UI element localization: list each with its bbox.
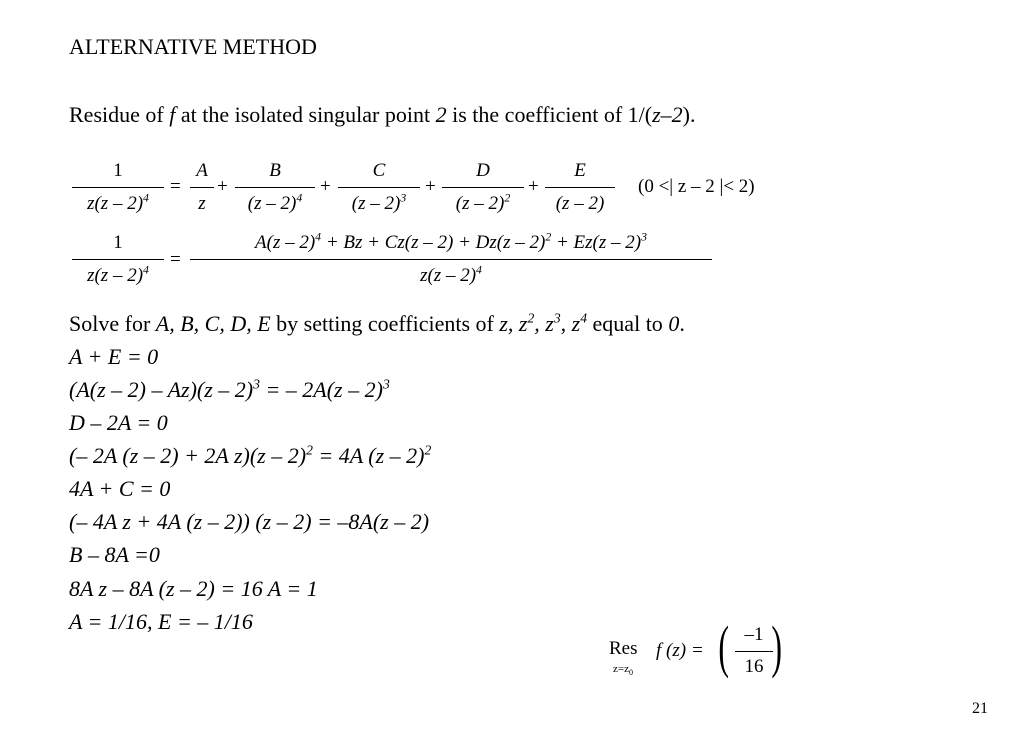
step-7: B – 8A =0: [69, 542, 160, 567]
step-9: A = 1/16, E = – 1/16: [69, 609, 253, 634]
plus-sign: +: [528, 176, 539, 197]
page-title: ALTERNATIVE METHOD: [69, 34, 317, 59]
fraction-bar: [338, 187, 420, 188]
equals-sign: =: [170, 176, 181, 197]
page-number: 21: [972, 700, 988, 717]
eq1-term-a: A z: [190, 160, 214, 220]
fraction-bar: [545, 187, 615, 188]
residue-operator: Res: [609, 638, 638, 659]
equals-sign: =: [170, 249, 181, 270]
eq1-term-c: C (z – 2)$^3$: [338, 160, 420, 220]
plus-sign: +: [425, 176, 436, 197]
step-6: (– 4A z + 4A (z – 2)) (z – 2) = –8A(z – 2): [69, 509, 430, 534]
solve-instruction: Solve for A, B, C, D, E by setting coefficients of z, $z^2$, $z^3$, $z^4$ equal to 0.: [69, 310, 685, 336]
intro-z: z: [652, 102, 661, 127]
intro-text-4: –2: [660, 102, 683, 127]
residue-function: f (z) =: [656, 640, 704, 661]
intro-text-1: Residue of: [69, 102, 170, 127]
fraction-bar: [190, 259, 712, 260]
domain-condition: (0 <| z – 2 |< 2): [638, 176, 755, 197]
intro-line: [69, 102, 695, 128]
step-1: A + E = 0: [69, 344, 159, 369]
intro-text-5: ).: [682, 102, 696, 127]
eq2-lhs-fraction: 1 z(z – 2)$^4$: [72, 232, 164, 292]
step-2: (A(z – 2) – Az)(z – 2)$^3$ = – 2A(z – 2)$^3$: [69, 376, 390, 402]
fraction-bar: [190, 187, 214, 188]
step-3: D – 2A = 0: [69, 410, 168, 435]
right-paren: ): [771, 614, 782, 679]
step-4: (– 2A (z – 2) + 2A z)(z – 2)$^2$ = 4A (z – 2)$^2$: [69, 442, 432, 468]
eq1-term-e: E (z – 2): [545, 160, 615, 220]
intro-text-3: is the coefficient of 1/(: [446, 102, 653, 127]
residue-value-fraction: –1 16: [735, 624, 773, 682]
eq2-rhs-numerator: A(z – 2)$^4$ + Bz + Cz(z – 2) + Dz(z – 2)$^2$ + Ez(z – 2)$^3$: [255, 230, 647, 253]
eq1-term-b: B (z – 2)$^4$: [235, 160, 315, 220]
intro-two: 2: [435, 102, 447, 127]
step-5: 4A + C = 0: [69, 476, 171, 501]
intro-text-2: at the isolated singular point: [175, 102, 436, 127]
residue-subscript: $z=z_0$: [613, 663, 633, 678]
eq1-term-d: D (z – 2)$^2$: [442, 160, 524, 220]
fraction-bar: [72, 259, 164, 260]
left-paren: (: [718, 614, 729, 679]
plus-sign: +: [217, 176, 228, 197]
step-8: 8A z – 8A (z – 2) = 16 A = 1: [69, 576, 318, 601]
fraction-bar: [72, 187, 164, 188]
eq2-rhs-fraction: [190, 232, 712, 292]
intro-f: f: [169, 102, 176, 127]
fraction-bar: [735, 651, 773, 652]
eq1-lhs-denominator: z(z – 2)$^4$: [87, 191, 149, 214]
eq2-rhs-denominator: z(z – 2)$^4$: [420, 263, 482, 286]
eq1-lhs-numerator: 1: [113, 160, 123, 181]
plus-sign: +: [320, 176, 331, 197]
fraction-bar: [235, 187, 315, 188]
eq1-lhs-fraction: [72, 160, 164, 220]
fraction-bar: [442, 187, 524, 188]
